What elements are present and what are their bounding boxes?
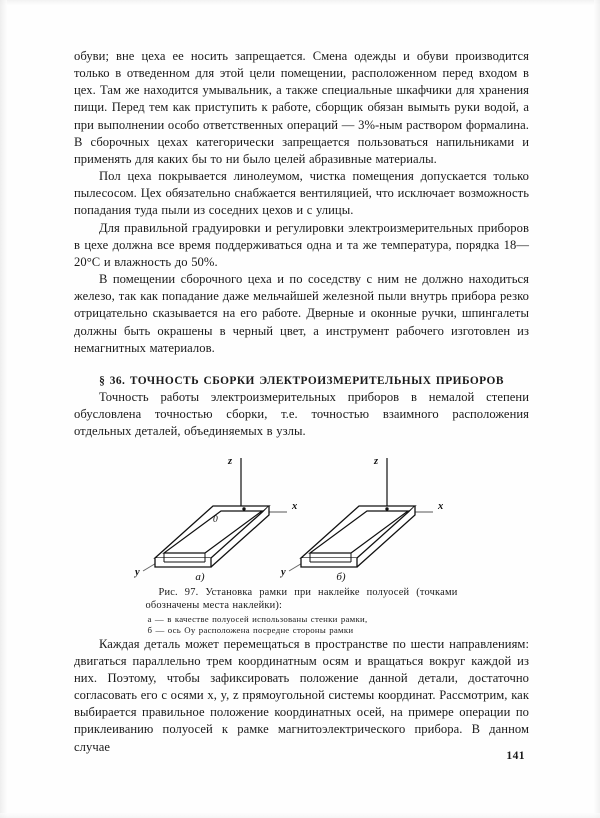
- diagram-a-axis-y-label: y: [135, 567, 140, 579]
- diagram-a-origin-label: 0: [213, 515, 218, 526]
- scan-edge-top: [0, 0, 600, 5]
- section-heading: § 36. ТОЧНОСТЬ СБОРКИ ЭЛЕКТРОИЗМЕРИТЕЛЬНЫХ ПРИБОРОВ: [99, 374, 504, 387]
- scan-edge-right: [594, 0, 600, 818]
- paragraph-3: Для правильной градуировки и регулировки электроизмерительных приборов в цехе должна все время поддерживаться одна и та же температура, порядка 18—20°С и влажность до 50%.: [74, 220, 529, 269]
- diagram-b-glue-dot: [385, 508, 388, 511]
- page-content: [74, 48, 529, 756]
- scan-edge-bottom: [0, 813, 600, 818]
- paragraph-6: Каждая деталь может перемещаться в пространстве по шести направлениям: двигаться параллельно трем координатным осям и вращаться вокруг каждой из них. Поэтому, чтобы зафиксировать положение данной детали, достаточно согласовать его с осями x, y, z прямоугольной системы координат. Рассмотрим, как выбирается правильное положение координатных осей, на примере операции по приклеиванию полуосей к рамке магнитоэлектрического прибора. В данном случае: [74, 636, 529, 754]
- figure-97: [74, 454, 529, 635]
- scan-edge-left: [0, 0, 7, 818]
- diagram-a-axis-x-label: x: [292, 501, 298, 513]
- diagram-a-label: а): [195, 571, 205, 583]
- diagram-b-graphic: [289, 458, 433, 571]
- diagram-a-glue-dot: [242, 508, 245, 511]
- paragraph-1: обуви; вне цеха ее носить запрещается. Смена одежды и обуви производится только в отведенном для этой цели помещении, расположенном перед входом в цех. Там же находится умывальник, а также специальные шкафчики для хранения пищи. Перед тем как приступить к работе, сборщик обязан вымыть руки водой, а при выполнении особо ответственных операций — 3%-ным раствором формалина. В сборочных цехах категорически запрещается пользоваться напильниками и применять для каких бы то ни было целей абразивные материалы.: [74, 49, 529, 166]
- figure-subcaption-b: б — ось Oy расположена посредне стороны рамки: [147, 624, 354, 635]
- diagram-b-axis-x-label: x: [438, 501, 444, 513]
- paragraph-5: Точность работы электроизмерительных приборов в немалой степени обусловлена точностью сборки, т.е. точностью взаимного расположения отдельных деталей, объединяемых в узлы.: [74, 389, 529, 439]
- paragraph-4: В помещении сборочного цеха и по соседству с ним не должно находиться железо, так как попадание даже мельчайшей железной пыли внутрь прибора резко отрицательно сказывается на его работе. Дверные и оконные ручки, шпингалеты должны быть окрашены в черный цвет, а инструмент рабочего изготовлен из немагнитных материалов.: [74, 272, 529, 355]
- figure-caption: [146, 586, 458, 612]
- figure-subcaptions: [144, 614, 460, 636]
- diagram-b-axis-z-label: z: [373, 456, 379, 468]
- diagram-b-axis-y-label: y: [281, 567, 286, 579]
- diagram-b-label: б): [336, 571, 346, 583]
- paragraph-2: Пол цеха покрывается линолеумом, чистка помещения допускается только пылесосом. Цех обязательно снабжается вентиляцией, что исключает возможность попадания туда пыли из соседних цехов и с улицы.: [74, 169, 529, 218]
- figure-97-diagram: [129, 454, 474, 582]
- page-number: 141: [506, 749, 525, 762]
- figure-subcaption-a: а — в качестве полуосей использованы стенки рамки,: [147, 613, 368, 624]
- figure-caption-main: Рис. 97. Установка рамки при наклейке полуосей (точками обозначены места наклейки):: [145, 587, 458, 612]
- diagram-a-axis-z-label: z: [227, 456, 233, 468]
